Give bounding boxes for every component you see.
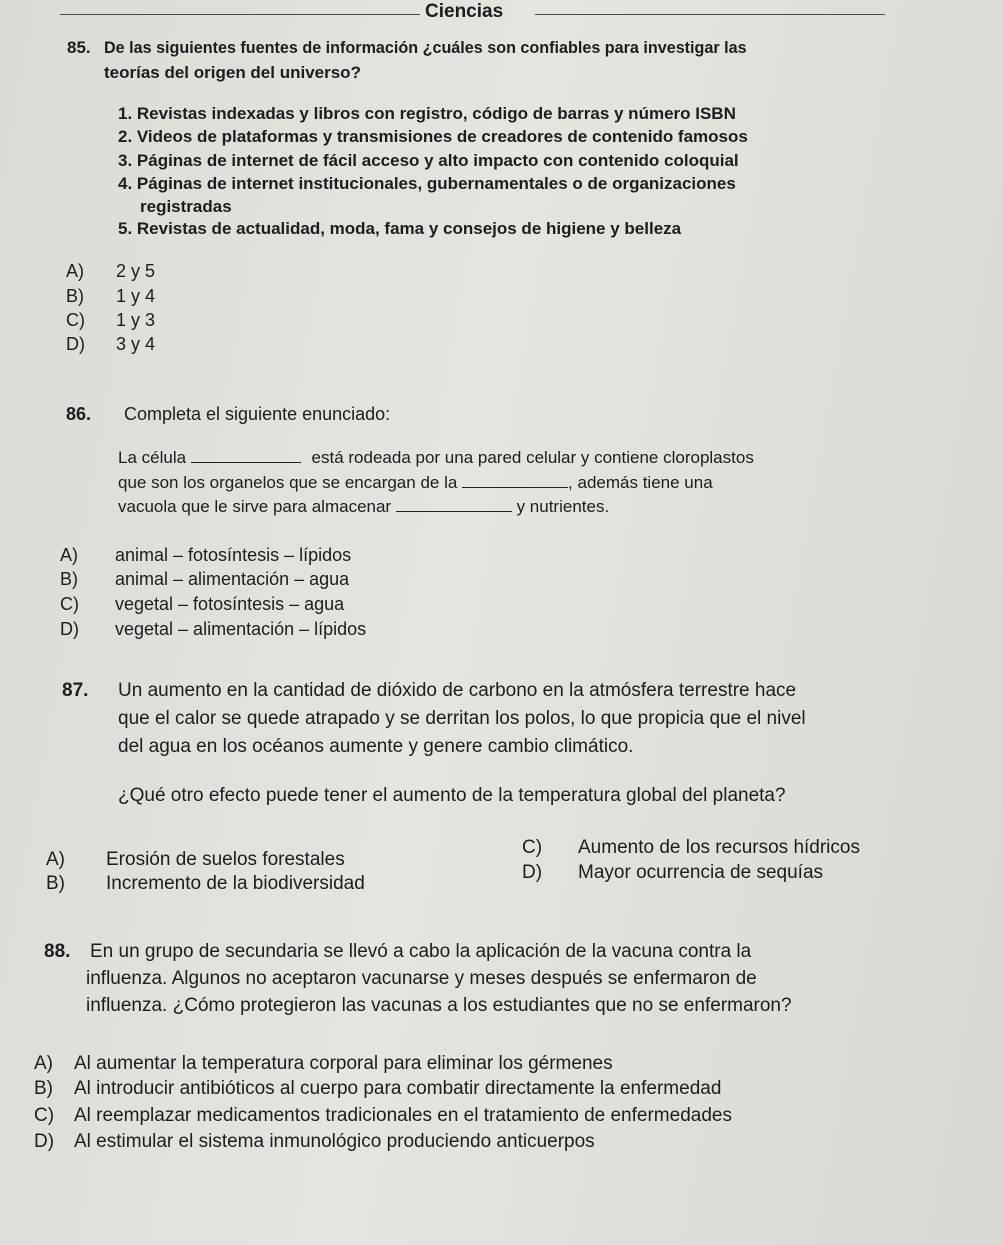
q88-option-d-text: Al estimular el sistema inmunológico produciendo anticuerpos [74, 1131, 595, 1152]
q85-option-b[interactable] [66, 286, 155, 307]
q85-option-d[interactable] [66, 334, 155, 355]
q86-sentence-line1 [118, 448, 754, 468]
q87-option-c-letter: C) [522, 837, 543, 858]
q88-option-d[interactable] [34, 1131, 595, 1153]
q87-option-b-letter: B) [46, 873, 65, 894]
q87-option-b[interactable] [46, 873, 365, 895]
q87-stem-line1: Un aumento en la cantidad de dióxido de carbono en la atmósfera terrestre hace [118, 680, 797, 701]
q87-option-c[interactable] [522, 837, 860, 859]
q88-stem-line3: influenza. ¿Cómo protegieron las vacunas a los estudiantes que no se enfermaron? [86, 995, 792, 1016]
q85-option-c-text: 1 y 3 [116, 310, 156, 330]
q88-stem-line1: En un grupo de secundaria se llevó a cabo la aplicación de la vacuna contra la [90, 941, 752, 962]
q87-option-c-text: Aumento de los recursos hídricos [578, 837, 860, 858]
q85-stem-line1: De las siguientes fuentes de información ¿cuáles son confiables para investigar las [104, 38, 747, 57]
q87-option-d-text: Mayor ocurrencia de sequías [578, 862, 824, 883]
q85-item-3: 3. Páginas de internet de fácil acceso y alto impacto con contenido coloquial [118, 151, 739, 170]
q86-option-d[interactable] [60, 619, 366, 640]
q86-option-d-letter: D) [60, 619, 79, 639]
q88-option-a-letter: A) [34, 1053, 53, 1074]
q85-item-4: 4. Páginas de internet institucionales, gubernamentales o de organizaciones [118, 174, 736, 193]
q86-option-c-letter: C) [60, 594, 79, 614]
q86-s2b: , además tiene una [568, 473, 713, 492]
q85-item-5: 5. Revistas de actualidad, moda, fama y consejos de higiene y belleza [118, 219, 682, 238]
q87-option-a[interactable] [46, 849, 345, 871]
q85-option-c[interactable] [66, 310, 155, 331]
q87-option-a-letter: A) [46, 849, 65, 870]
q85-option-c-letter: C) [66, 310, 85, 330]
q85-option-d-text: 3 y 4 [116, 334, 156, 354]
q85-option-b-letter: B) [66, 286, 84, 306]
q85-item-1: 1. Revistas indexadas y libros con registro, código de barras y número ISBN [118, 104, 736, 123]
q88-option-c-text: Al reemplazar medicamentos tradicionales en el tratamiento de enfermedades [74, 1105, 732, 1126]
page-title: Ciencias [425, 1, 504, 22]
q86-s2a: que son los organelos que se encargan de la [118, 473, 458, 492]
q86-option-a-letter: A) [60, 545, 78, 565]
q86-option-d-text: vegetal – alimentación – lípidos [115, 619, 367, 639]
q86-option-b[interactable] [60, 569, 349, 590]
q86-option-a-text: animal – fotosíntesis – lípidos [115, 545, 352, 565]
q86-option-c[interactable] [60, 594, 344, 615]
q86-sentence-line2 [118, 473, 713, 493]
q86-s1b: está rodeada por una pared celular y contiene cloroplastos [311, 448, 754, 467]
q86-blank-1[interactable] [191, 462, 301, 463]
q85-stem-line2: teorías del origen del universo? [104, 63, 361, 82]
q87-option-d-letter: D) [522, 862, 543, 883]
q88-option-b[interactable] [34, 1078, 721, 1100]
q88-option-d-letter: D) [34, 1131, 55, 1152]
q87-option-a-text: Erosión de suelos forestales [106, 849, 345, 870]
q88-option-c-letter: C) [34, 1105, 55, 1126]
q88-option-a[interactable] [34, 1053, 613, 1075]
q87-option-b-text: Incremento de la biodiversidad [106, 873, 365, 894]
q85-option-a[interactable] [66, 261, 155, 282]
header-rule-left [60, 14, 420, 15]
q86-blank-2[interactable] [462, 487, 568, 488]
q85-option-a-letter: A) [66, 261, 84, 281]
q85-number: 85. [67, 38, 91, 57]
q86-option-b-letter: B) [60, 569, 78, 589]
header-rule-right [535, 14, 885, 15]
q86-number: 86. [66, 404, 92, 424]
q85-option-b-text: 1 y 4 [116, 286, 156, 306]
q87-stem-line2: que el calor se quede atrapado y se derritan los polos, lo que propicia que el nivel [118, 708, 806, 729]
q88-option-b-text: Al introducir antibióticos al cuerpo para combatir directamente la enfermedad [74, 1078, 722, 1099]
q85-item-2: 2. Videos de plataformas y transmisiones de creadores de contenido famosos [118, 127, 748, 146]
q86-s3b: y nutrientes. [516, 497, 610, 516]
q87-question: ¿Qué otro efecto puede tener el aumento de la temperatura global del planeta? [118, 785, 786, 806]
q88-number: 88. [44, 941, 71, 962]
q88-option-c[interactable] [34, 1105, 732, 1127]
q85-option-d-letter: D) [66, 334, 85, 354]
q86-blank-3[interactable] [396, 511, 512, 512]
q85-option-a-text: 2 y 5 [116, 261, 156, 281]
q86-option-c-text: vegetal – fotosíntesis – agua [115, 594, 345, 614]
q87-option-d[interactable] [522, 862, 823, 884]
q86-sentence-line3 [118, 497, 609, 517]
q86-option-a[interactable] [60, 545, 351, 566]
q85-item-4-cont: registradas [140, 197, 232, 216]
q88-option-a-text: Al aumentar la temperatura corporal para eliminar los gérmenes [74, 1053, 613, 1074]
q88-stem-line2: influenza. Algunos no aceptaron vacunarse y meses después se enfermaron de [86, 968, 757, 989]
q87-stem-line3: del agua en los océanos aumente y genere cambio climático. [118, 736, 634, 757]
q86-s1a: La célula [118, 448, 187, 467]
q86-stem: Completa el siguiente enunciado: [124, 404, 391, 424]
q86-s3a: vacuola que le sirve para almacenar [118, 497, 392, 516]
q88-option-b-letter: B) [34, 1078, 53, 1099]
q86-option-b-text: animal – alimentación – agua [115, 569, 350, 589]
q87-number: 87. [62, 680, 89, 701]
